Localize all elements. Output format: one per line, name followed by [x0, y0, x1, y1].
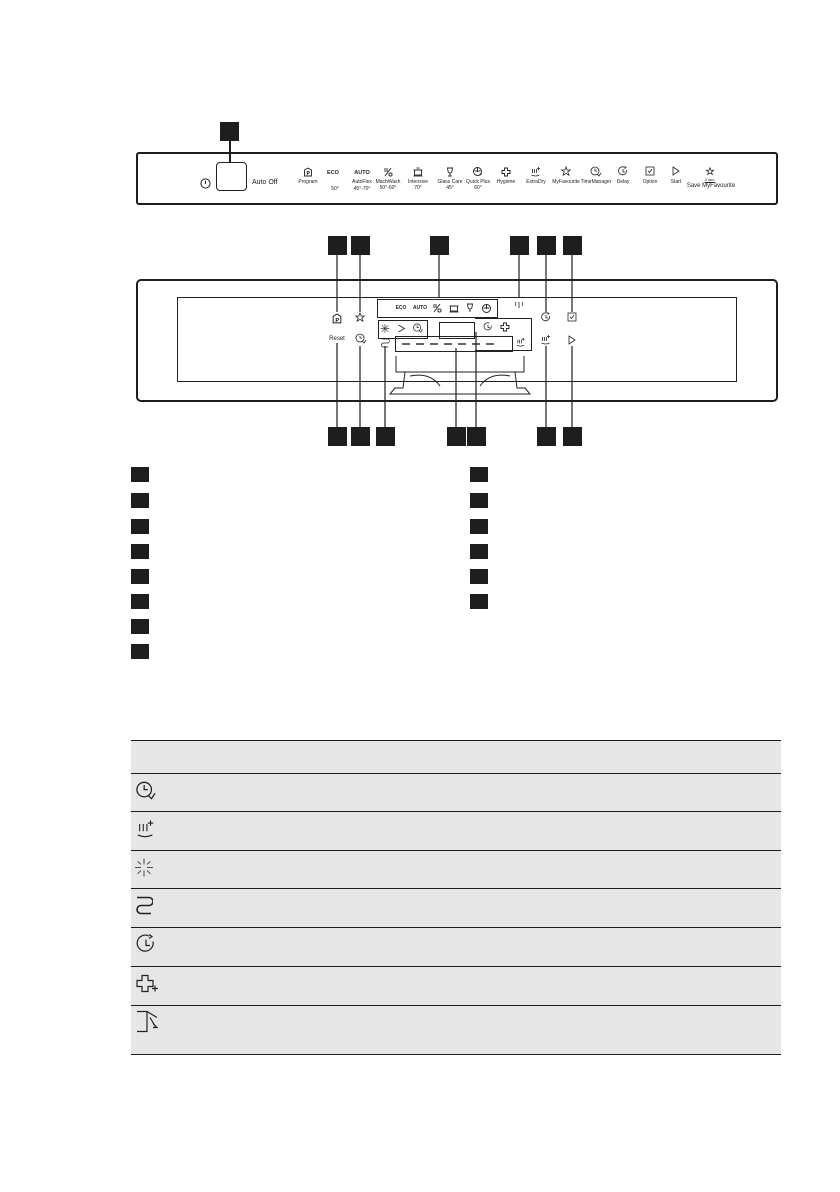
hygiene-plus-icon — [135, 974, 159, 999]
timemanager-label: TimeManager — [580, 179, 612, 185]
table-row — [131, 773, 781, 811]
rinse-aid-sparkle-icon — [381, 324, 390, 333]
intensive-pot-icon — [449, 303, 460, 313]
auto-text[interactable]: AUTO — [354, 170, 370, 176]
table-row — [131, 1005, 781, 1055]
extradry-icon — [516, 337, 526, 347]
legend-marker — [470, 544, 488, 559]
legend-marker — [470, 519, 488, 534]
reset-label[interactable]: Reset — [329, 336, 345, 342]
delay-icon[interactable] — [541, 312, 552, 323]
save-favourite-label: Save MyFavourite — [686, 183, 736, 189]
option-icon[interactable] — [567, 312, 577, 322]
water-regeneration-icon — [381, 338, 390, 348]
auto-text: AUTO — [412, 305, 428, 311]
legend-marker — [131, 569, 149, 584]
timemanager-icon — [413, 323, 424, 333]
panel-handle-outline — [380, 354, 540, 398]
eco-sub: 50° — [331, 186, 339, 192]
glass-icon — [466, 303, 474, 313]
machwash-sub: 50°-60° — [379, 185, 397, 191]
door-open-icon — [398, 324, 407, 333]
legend-marker — [470, 569, 488, 584]
hygiene-icon — [500, 322, 510, 332]
machwash-icon — [432, 303, 442, 313]
auto-off-label: Auto Off — [252, 179, 278, 186]
glass-care-sub: 45° — [446, 185, 454, 191]
start-label: Start — [670, 179, 682, 185]
hygiene-label: Hygiene — [496, 179, 516, 185]
svg-text:P: P — [306, 171, 310, 177]
legend-marker — [131, 644, 149, 659]
eco-text[interactable]: ECO — [327, 170, 339, 176]
auto-sub: AutoFlex 45°-70° — [352, 179, 372, 192]
program-p-icon[interactable] — [332, 313, 342, 324]
water-regeneration-icon — [135, 896, 153, 921]
legend-marker — [131, 594, 149, 609]
quick-plus-label: Quick Plus — [466, 179, 490, 185]
intensive-label: Intensive — [407, 179, 429, 185]
table-row — [131, 927, 781, 966]
table-row — [131, 811, 781, 850]
table-row — [131, 888, 781, 927]
extradry-icon — [135, 819, 157, 844]
legend-marker — [470, 467, 488, 482]
table-row — [131, 850, 781, 888]
save-hint: 3 sec. — [704, 177, 716, 182]
wifi-signal-icon — [513, 300, 525, 309]
legend-marker — [131, 619, 149, 634]
quick-plus-icon — [482, 303, 493, 314]
door-open-icon — [135, 1010, 159, 1039]
delay-label: Delay — [616, 179, 630, 185]
program-label: Program — [298, 179, 318, 185]
rinse-aid-sparkle-icon — [135, 858, 153, 881]
legend-marker — [470, 493, 488, 508]
intensive-sub: 70° — [414, 185, 422, 191]
extradry-label: ExtraDry — [526, 179, 546, 185]
myfavourite-label: MyFavourite — [552, 179, 580, 185]
extradry-icon[interactable] — [541, 334, 552, 345]
segment-dashes — [400, 342, 510, 346]
delay-icon — [135, 934, 157, 961]
legend-marker — [131, 467, 149, 482]
table-row — [131, 966, 781, 1005]
star-icon[interactable] — [355, 312, 366, 323]
timemanager-icon[interactable] — [355, 333, 367, 344]
quick-plus-sub: 60° — [474, 185, 482, 191]
svg-text:P: P — [479, 172, 483, 177]
eco-text: ECO — [395, 305, 407, 311]
legend-marker — [131, 519, 149, 534]
start-play-icon[interactable] — [567, 335, 577, 345]
legend-marker — [131, 544, 149, 559]
table-header-row — [131, 740, 781, 773]
legend-marker — [470, 594, 488, 609]
machwash-label: MachWash — [375, 179, 401, 185]
delay-icon — [483, 322, 493, 332]
option-label: Option — [642, 179, 658, 185]
glass-care-label: Glass Care — [437, 179, 463, 185]
legend-marker — [131, 493, 149, 508]
svg-text:P: P — [335, 317, 340, 324]
timemanager-icon — [135, 780, 157, 805]
